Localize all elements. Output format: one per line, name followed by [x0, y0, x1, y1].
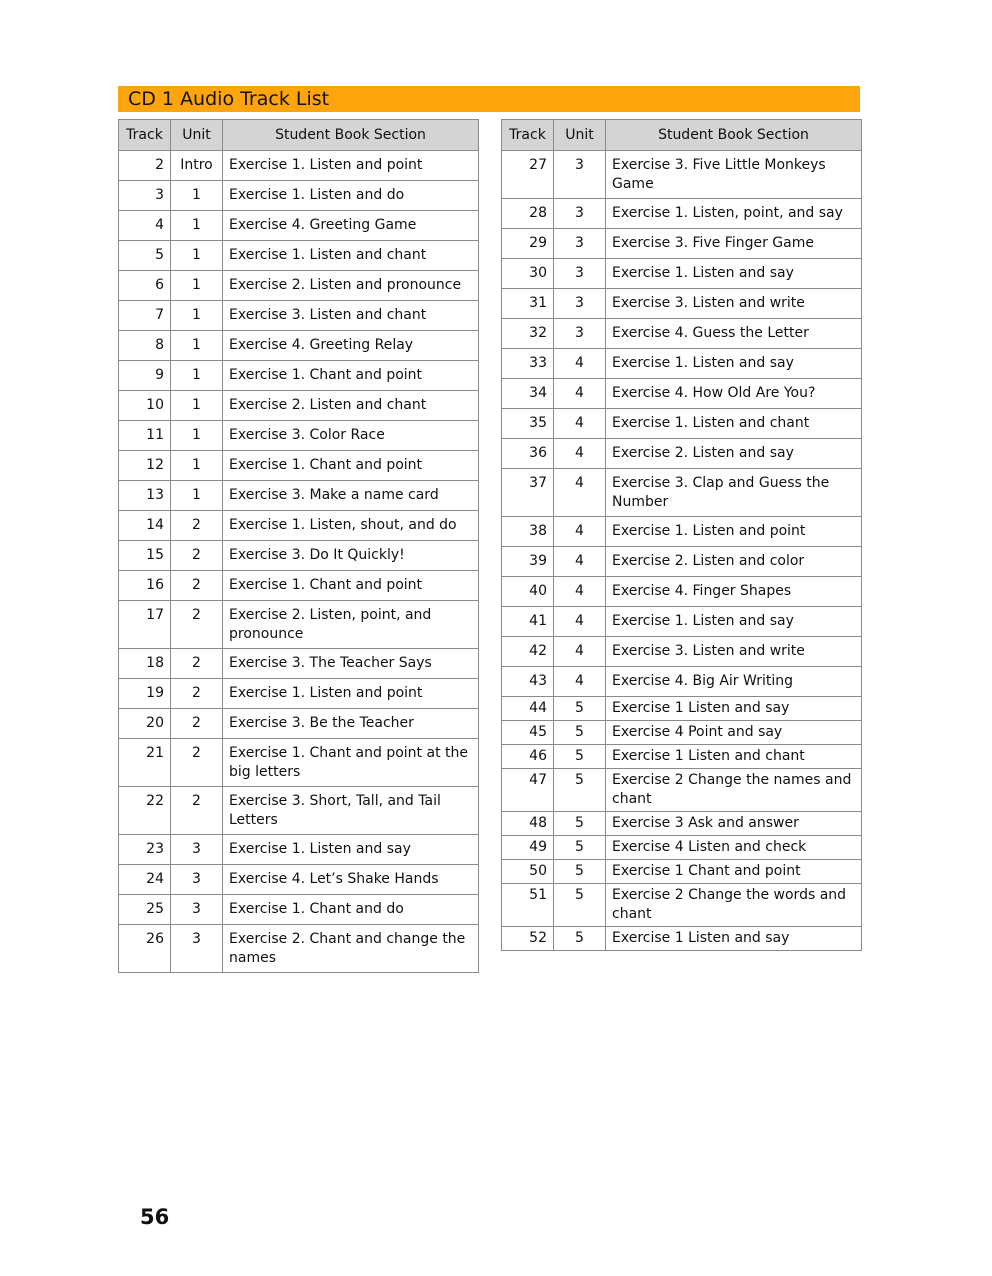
table-row	[502, 721, 862, 745]
track-cell: 10	[119, 391, 171, 421]
track-cell: 6	[119, 271, 171, 301]
section-cell: Exercise 1. Listen and point	[223, 679, 479, 709]
unit-cell: 1	[171, 211, 223, 241]
table-row	[502, 199, 862, 229]
track-cell: 40	[502, 577, 554, 607]
unit-cell: 4	[554, 517, 606, 547]
table-row	[119, 895, 479, 925]
table-row	[119, 571, 479, 601]
track-cell: 28	[502, 199, 554, 229]
track-cell: 44	[502, 697, 554, 721]
section-cell: Exercise 1 Listen and say	[606, 697, 862, 721]
table-row	[502, 379, 862, 409]
track-cell: 52	[502, 927, 554, 951]
unit-cell: 3	[554, 319, 606, 349]
section-cell: Exercise 1. Listen and chant	[606, 409, 862, 439]
table-row	[502, 517, 862, 547]
table-row	[502, 637, 862, 667]
table-row	[502, 289, 862, 319]
table-row	[119, 787, 479, 835]
track-cell: 4	[119, 211, 171, 241]
table-row	[502, 349, 862, 379]
section-cell: Exercise 3. Do It Quickly!	[223, 541, 479, 571]
unit-cell: 1	[171, 481, 223, 511]
section-cell: Exercise 2. Listen, point, and pronounce	[223, 601, 479, 649]
track-cell: 9	[119, 361, 171, 391]
track-cell: 35	[502, 409, 554, 439]
section-cell: Exercise 3. Clap and Guess the Number	[606, 469, 862, 517]
unit-cell: 4	[554, 349, 606, 379]
table-row	[119, 649, 479, 679]
table-row	[119, 151, 479, 181]
table-row	[119, 541, 479, 571]
track-table-left	[118, 119, 479, 973]
track-cell: 42	[502, 637, 554, 667]
section-cell: Exercise 3. The Teacher Says	[223, 649, 479, 679]
table-row	[119, 181, 479, 211]
column-header-track: Track	[119, 120, 171, 151]
table-row	[119, 511, 479, 541]
table-row	[119, 865, 479, 895]
track-cell: 39	[502, 547, 554, 577]
table-row	[119, 241, 479, 271]
track-cell: 5	[119, 241, 171, 271]
table-row	[119, 361, 479, 391]
track-cell: 36	[502, 439, 554, 469]
unit-cell: 5	[554, 769, 606, 812]
unit-cell: 1	[171, 181, 223, 211]
column-header-unit: Unit	[554, 120, 606, 151]
track-cell: 49	[502, 836, 554, 860]
unit-cell: 3	[554, 199, 606, 229]
track-cell: 11	[119, 421, 171, 451]
table-row	[502, 812, 862, 836]
unit-cell: 4	[554, 547, 606, 577]
section-cell: Exercise 1. Chant and point	[223, 361, 479, 391]
unit-cell: 3	[171, 865, 223, 895]
table-row	[119, 739, 479, 787]
section-cell: Exercise 1. Chant and point	[223, 571, 479, 601]
section-cell: Exercise 4 Listen and check	[606, 836, 862, 860]
section-cell: Exercise 3. Short, Tall, and Tail Letters	[223, 787, 479, 835]
table-row	[119, 271, 479, 301]
track-cell: 22	[119, 787, 171, 835]
unit-cell: Intro	[171, 151, 223, 181]
section-cell: Exercise 1 Listen and chant	[606, 745, 862, 769]
table-row	[119, 679, 479, 709]
track-cell: 23	[119, 835, 171, 865]
column-header-section: Student Book Section	[606, 120, 862, 151]
section-cell: Exercise 1. Listen and say	[606, 259, 862, 289]
track-cell: 45	[502, 721, 554, 745]
unit-cell: 5	[554, 745, 606, 769]
section-cell: Exercise 4 Point and say	[606, 721, 862, 745]
table-row	[119, 391, 479, 421]
track-cell: 34	[502, 379, 554, 409]
track-cell: 41	[502, 607, 554, 637]
section-cell: Exercise 4. Finger Shapes	[606, 577, 862, 607]
section-cell: Exercise 2. Listen and chant	[223, 391, 479, 421]
track-cell: 24	[119, 865, 171, 895]
unit-cell: 2	[171, 649, 223, 679]
section-cell: Exercise 1 Listen and say	[606, 927, 862, 951]
column-header-track: Track	[502, 120, 554, 151]
table-row	[502, 319, 862, 349]
unit-cell: 5	[554, 860, 606, 884]
track-cell: 18	[119, 649, 171, 679]
section-cell: Exercise 1. Chant and point	[223, 451, 479, 481]
unit-cell: 1	[171, 391, 223, 421]
page-number: 56	[140, 1205, 170, 1229]
table-row	[502, 151, 862, 199]
section-cell: Exercise 3. Five Finger Game	[606, 229, 862, 259]
column-header-section: Student Book Section	[223, 120, 479, 151]
table-row	[119, 601, 479, 649]
table-row	[502, 697, 862, 721]
column-header-unit: Unit	[171, 120, 223, 151]
section-cell: Exercise 2. Listen and pronounce	[223, 271, 479, 301]
track-cell: 3	[119, 181, 171, 211]
section-cell: Exercise 1. Chant and do	[223, 895, 479, 925]
table-row	[502, 884, 862, 927]
section-cell: Exercise 4. Greeting Game	[223, 211, 479, 241]
section-cell: Exercise 4. Greeting Relay	[223, 331, 479, 361]
unit-cell: 1	[171, 331, 223, 361]
track-cell: 47	[502, 769, 554, 812]
unit-cell: 1	[171, 241, 223, 271]
unit-cell: 2	[171, 511, 223, 541]
table-row	[502, 607, 862, 637]
section-cell: Exercise 1. Listen and point	[606, 517, 862, 547]
table-row	[502, 577, 862, 607]
track-cell: 27	[502, 151, 554, 199]
track-cell: 8	[119, 331, 171, 361]
section-cell: Exercise 3. Listen and chant	[223, 301, 479, 331]
unit-cell: 5	[554, 721, 606, 745]
table-row	[119, 421, 479, 451]
track-cell: 20	[119, 709, 171, 739]
unit-cell: 1	[171, 361, 223, 391]
unit-cell: 5	[554, 927, 606, 951]
track-cell: 46	[502, 745, 554, 769]
table-row	[502, 259, 862, 289]
section-cell: Exercise 4. How Old Are You?	[606, 379, 862, 409]
track-cell: 48	[502, 812, 554, 836]
table-row	[119, 331, 479, 361]
section-cell: Exercise 4. Guess the Letter	[606, 319, 862, 349]
section-cell: Exercise 1. Listen and chant	[223, 241, 479, 271]
unit-cell: 3	[554, 289, 606, 319]
section-cell: Exercise 1. Listen, shout, and do	[223, 511, 479, 541]
section-cell: Exercise 4. Big Air Writing	[606, 667, 862, 697]
track-cell: 26	[119, 925, 171, 973]
table-row	[502, 547, 862, 577]
track-cell: 21	[119, 739, 171, 787]
table-header-row	[502, 120, 862, 151]
track-cell: 17	[119, 601, 171, 649]
track-cell: 16	[119, 571, 171, 601]
track-cell: 32	[502, 319, 554, 349]
track-cell: 2	[119, 151, 171, 181]
track-cell: 7	[119, 301, 171, 331]
section-cell: Exercise 3. Color Race	[223, 421, 479, 451]
table-row	[502, 469, 862, 517]
unit-cell: 2	[171, 541, 223, 571]
section-cell: Exercise 3 Ask and answer	[606, 812, 862, 836]
section-cell: Exercise 2. Listen and color	[606, 547, 862, 577]
section-cell: Exercise 1. Listen and point	[223, 151, 479, 181]
unit-cell: 5	[554, 884, 606, 927]
section-cell: Exercise 1. Listen and do	[223, 181, 479, 211]
track-list-title: CD 1 Audio Track List	[118, 86, 860, 112]
table-row	[502, 769, 862, 812]
unit-cell: 5	[554, 836, 606, 860]
table-row	[119, 211, 479, 241]
unit-cell: 3	[171, 925, 223, 973]
track-cell: 14	[119, 511, 171, 541]
table-row	[502, 667, 862, 697]
unit-cell: 2	[171, 679, 223, 709]
section-cell: Exercise 1. Listen, point, and say	[606, 199, 862, 229]
unit-cell: 3	[554, 151, 606, 199]
section-cell: Exercise 1. Chant and point at the big letters	[223, 739, 479, 787]
unit-cell: 2	[171, 787, 223, 835]
track-cell: 30	[502, 259, 554, 289]
unit-cell: 2	[171, 739, 223, 787]
unit-cell: 4	[554, 607, 606, 637]
track-cell: 50	[502, 860, 554, 884]
table-row	[502, 409, 862, 439]
section-cell: Exercise 2. Listen and say	[606, 439, 862, 469]
section-cell: Exercise 4. Let’s Shake Hands	[223, 865, 479, 895]
track-cell: 43	[502, 667, 554, 697]
table-row	[119, 925, 479, 973]
unit-cell: 4	[554, 469, 606, 517]
section-cell: Exercise 3. Be the Teacher	[223, 709, 479, 739]
track-cell: 19	[119, 679, 171, 709]
unit-cell: 2	[171, 601, 223, 649]
unit-cell: 3	[171, 835, 223, 865]
table-row	[502, 745, 862, 769]
track-cell: 13	[119, 481, 171, 511]
section-cell: Exercise 3. Five Little Monkeys Game	[606, 151, 862, 199]
section-cell: Exercise 3. Listen and write	[606, 289, 862, 319]
unit-cell: 3	[554, 229, 606, 259]
table-row	[119, 301, 479, 331]
track-cell: 15	[119, 541, 171, 571]
table-row	[119, 709, 479, 739]
section-cell: Exercise 1. Listen and say	[606, 349, 862, 379]
table-row	[119, 481, 479, 511]
track-cell: 29	[502, 229, 554, 259]
section-cell: Exercise 1. Listen and say	[606, 607, 862, 637]
section-cell: Exercise 3. Make a name card	[223, 481, 479, 511]
section-cell: Exercise 2 Change the words and chant	[606, 884, 862, 927]
section-cell: Exercise 2. Chant and change the names	[223, 925, 479, 973]
table-row	[119, 835, 479, 865]
track-cell: 31	[502, 289, 554, 319]
table-row	[502, 860, 862, 884]
section-cell: Exercise 2 Change the names and chant	[606, 769, 862, 812]
unit-cell: 1	[171, 301, 223, 331]
section-cell: Exercise 1 Chant and point	[606, 860, 862, 884]
table-row	[502, 927, 862, 951]
table-row	[502, 439, 862, 469]
table-row	[502, 836, 862, 860]
unit-cell: 2	[171, 571, 223, 601]
unit-cell: 4	[554, 667, 606, 697]
track-table-right	[501, 119, 862, 951]
section-cell: Exercise 1. Listen and say	[223, 835, 479, 865]
table-header-row	[119, 120, 479, 151]
unit-cell: 5	[554, 812, 606, 836]
unit-cell: 4	[554, 577, 606, 607]
unit-cell: 5	[554, 697, 606, 721]
track-cell: 25	[119, 895, 171, 925]
unit-cell: 4	[554, 409, 606, 439]
table-row	[119, 451, 479, 481]
track-cell: 33	[502, 349, 554, 379]
unit-cell: 1	[171, 421, 223, 451]
track-cell: 38	[502, 517, 554, 547]
unit-cell: 1	[171, 451, 223, 481]
table-row	[502, 229, 862, 259]
track-cell: 37	[502, 469, 554, 517]
track-cell: 12	[119, 451, 171, 481]
track-cell: 51	[502, 884, 554, 927]
unit-cell: 2	[171, 709, 223, 739]
unit-cell: 4	[554, 637, 606, 667]
section-cell: Exercise 3. Listen and write	[606, 637, 862, 667]
unit-cell: 4	[554, 439, 606, 469]
unit-cell: 4	[554, 379, 606, 409]
unit-cell: 1	[171, 271, 223, 301]
unit-cell: 3	[171, 895, 223, 925]
unit-cell: 3	[554, 259, 606, 289]
